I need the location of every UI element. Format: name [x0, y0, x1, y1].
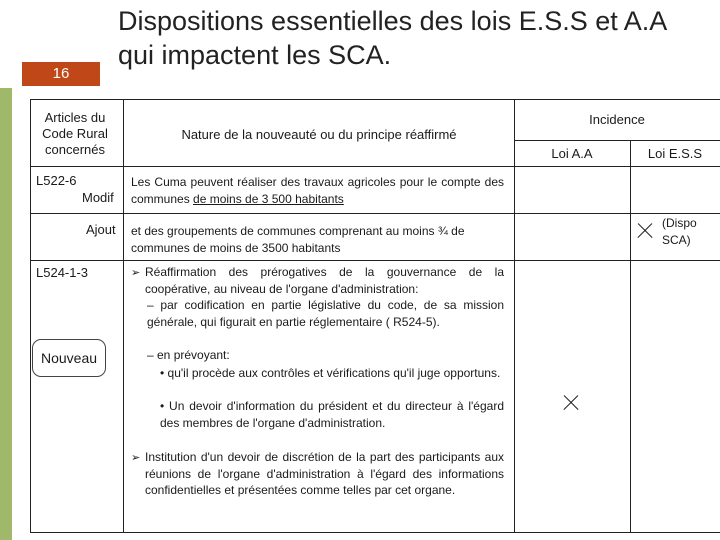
row-divider-main: [123, 260, 720, 261]
table-left-border: [30, 99, 31, 533]
bullet-text-1: Réaffirmation des prérogatives de la gouvernance de la coopérative, au niveau de l'organe d'administration:: [145, 265, 504, 296]
column-divider-articles: [123, 99, 124, 533]
bullet-arrow-2: [131, 449, 140, 467]
row-divider-articles: [30, 260, 124, 261]
nouveau-badge: Nouveau: [32, 339, 106, 377]
arrow-bullet-icon: ➢: [131, 451, 141, 464]
accent-bar: [0, 88, 12, 540]
arrow-bullet-icon: ➢: [131, 266, 141, 279]
header-articles: Articles du Code Rural concernés: [42, 110, 108, 157]
bullet-arrow-1: [131, 264, 140, 282]
column-divider-nature: [514, 99, 515, 533]
modif-label: Modif: [82, 190, 114, 205]
header-bottom-border: [30, 166, 720, 167]
column-divider-incidence: [630, 140, 631, 533]
slide-number: 16: [22, 62, 100, 86]
article-l522-6: L522-6: [36, 173, 77, 188]
ess-note: (Dispo SCA): [662, 216, 697, 247]
table-top-border: [30, 99, 720, 100]
header-subdivider: [514, 140, 720, 141]
modif-text-underlined: de moins de 3 500 habitants: [193, 191, 344, 206]
ajout-text: et des groupements de communes comprenant au moins ¾ de communes de moins de 3500 habitants: [131, 224, 465, 255]
row-divider-ajout: [30, 213, 720, 214]
modif-text: [131, 174, 504, 207]
header-loi-ess: Loi E.S.S: [647, 146, 703, 161]
dash-text-2: – en prévoyant:: [147, 348, 230, 362]
header-nature: Nature de la nouveauté ou du principe réaffirmé: [181, 127, 457, 142]
modif-text-main: Les Cuma peuvent réaliser des travaux agricoles pour le compte des communes: [131, 175, 504, 206]
slide-title: Dispositions essentielles des lois E.S.S et A.A qui impactent les SCA.: [118, 6, 666, 70]
dash-text-1: – par codification en partie législative du code, de sa mission générale, qui figurait en partie réglementaire ( R524-5).: [147, 298, 504, 329]
ajout-label: Ajout: [86, 222, 116, 237]
header-loi-aa: Loi A.A: [551, 146, 593, 161]
cross-mark-icon: [637, 223, 653, 239]
article-l524-1-3: L524-1-3: [36, 265, 89, 280]
header-incidence: Incidence: [589, 112, 645, 127]
sub-bullet-1: • qu'il procède aux contrôles et vérifications qu'il juge opportuns.: [160, 366, 501, 380]
table-bottom-border: [30, 532, 720, 533]
cross-mark-icon: [563, 395, 579, 411]
sub-bullet-2: • Un devoir d'information du président et du directeur à l'égard des membres de l'organe d'administration.: [160, 399, 504, 430]
bullet-text-2: Institution d'un devoir de discrétion de la part des participants aux réunions de l'organe d'administration à l'égard des informations confidentielles et présentées comme telles par cet organe.: [145, 450, 504, 497]
